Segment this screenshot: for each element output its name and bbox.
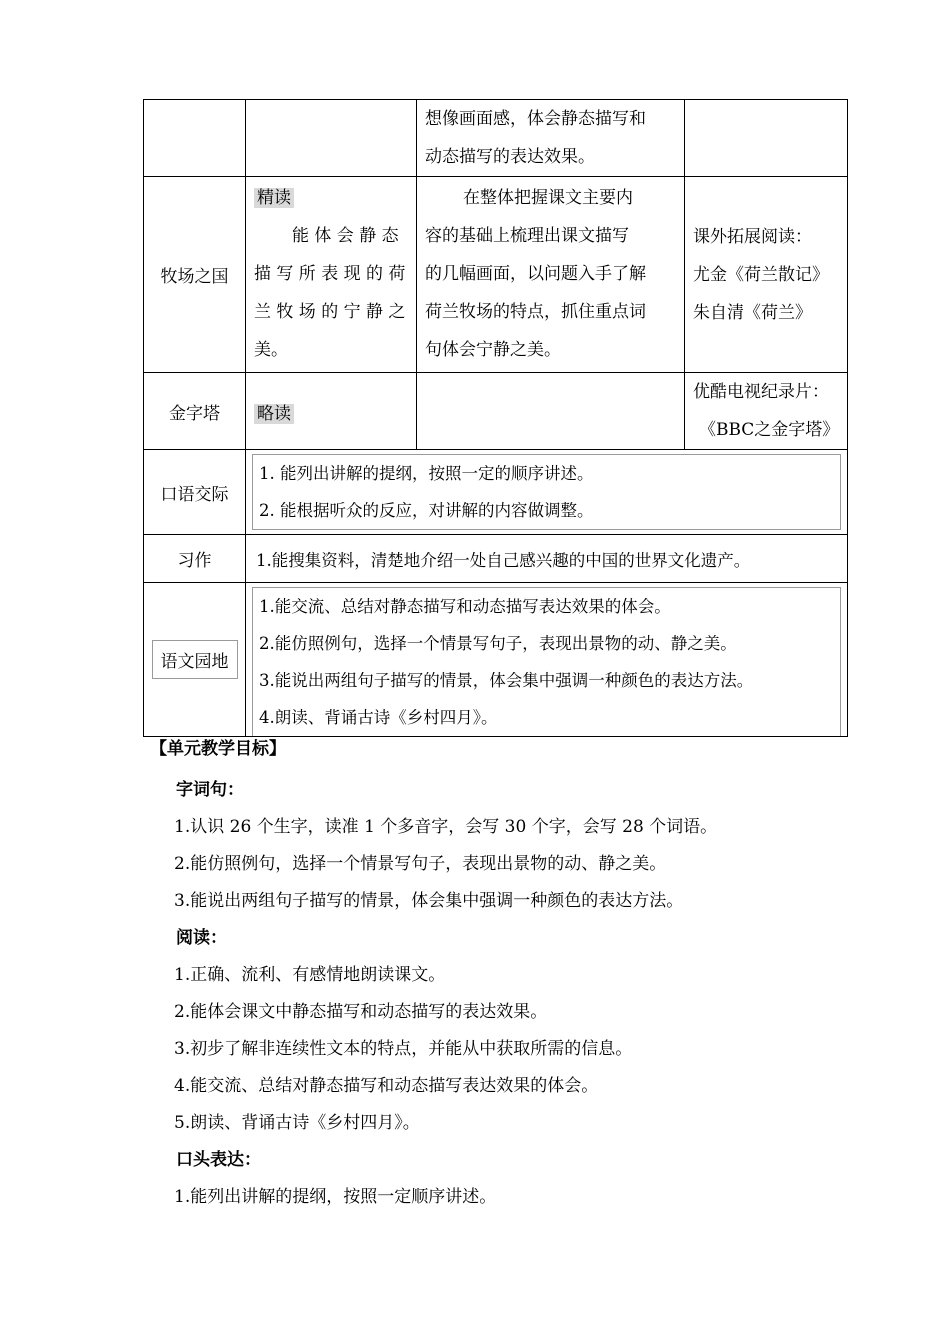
cell-empty <box>417 373 685 450</box>
section-title-cell <box>144 583 246 737</box>
goal-item: 4.能交流、总结对静态描写和动态描写表达效果的体会。 <box>174 1076 599 1096</box>
goal-item: 3.能说出两组句子描写的情景，体会集中强调一种颜色的表达方法。 <box>174 891 684 911</box>
cell-content <box>246 450 848 535</box>
cell-content <box>246 583 848 737</box>
row-kouyu <box>144 450 848 535</box>
cell-goal <box>246 373 417 450</box>
text-line: 尤金《荷兰散记》 <box>693 264 829 285</box>
section-title: 语文园地 <box>152 640 238 679</box>
cell-empty <box>685 100 848 177</box>
cell-extension <box>685 177 848 373</box>
list-item: 2. 能根据听众的反应，对讲解的内容做调整。 <box>259 501 594 520</box>
text-line: 想像画面感，体会静态描写和 <box>425 109 646 129</box>
row-continued <box>144 100 848 177</box>
text-line: 荷兰牧场的特点，抓住重点词 <box>425 302 646 322</box>
text-line: 的几幅画面，以问题入手了解 <box>425 264 646 284</box>
section-heading: 【单元教学目标】 <box>150 739 286 759</box>
text-line: 在整体把握课文主要内 <box>463 188 633 208</box>
text-line: 课外拓展阅读： <box>693 226 812 247</box>
goal-item: 1.正确、流利、有感情地朗读课文。 <box>174 965 446 985</box>
cell-strategy <box>417 177 685 373</box>
cell-goal <box>246 177 417 373</box>
text-line: 动态描写的表达效果。 <box>425 147 595 167</box>
row-yuwen <box>144 583 848 737</box>
cell-content <box>246 535 848 583</box>
row-jinzita <box>144 373 848 450</box>
text-line: 句体会宁静之美。 <box>425 340 561 360</box>
text-line: 优酷电视纪录片： <box>693 382 829 402</box>
unit-goals <box>176 772 896 1216</box>
row-xizuo <box>144 535 848 583</box>
goal-item: 1.能列出讲解的提纲，按照一定顺序讲述。 <box>174 1187 497 1207</box>
goal-heading: 阅读： <box>176 928 227 948</box>
reading-type-tag: 略读 <box>254 404 294 424</box>
list-item: 3.能说出两组句子描写的情景，体会集中强调一种颜色的表达方法。 <box>259 671 754 690</box>
cell-strategy <box>417 100 685 177</box>
list-item: 1.能交流、总结对静态描写和动态描写表达效果的体会。 <box>259 597 671 616</box>
goal-heading: 口头表达： <box>176 1150 261 1170</box>
cell-extension <box>685 373 848 450</box>
list-item: 1.能搜集资料，清楚地介绍一处自己感兴趣的中国的世界文化遗产。 <box>256 550 751 570</box>
section-title: 习作 <box>144 535 246 583</box>
unit-plan-table <box>143 99 848 737</box>
content-box <box>252 587 841 736</box>
section-title: 口语交际 <box>144 450 246 535</box>
text-line: 兰 牧 场 的 宁 静 之 <box>254 302 406 322</box>
cell-empty <box>246 100 417 177</box>
goal-item: 2.能体会课文中静态描写和动态描写的表达效果。 <box>174 1002 548 1022</box>
goal-item: 2.能仿照例句，选择一个情景写句子，表现出景物的动、静之美。 <box>174 854 667 874</box>
cell-empty <box>144 100 246 177</box>
lesson-title: 金字塔 <box>144 373 246 450</box>
text-line: 描 写 所 表 现 的 荷 <box>254 264 406 284</box>
content-box <box>252 454 841 530</box>
text-line: 容的基础上梳理出课文描写 <box>425 226 629 246</box>
text-line: 《BBC之金字塔》 <box>699 420 840 440</box>
list-item: 2.能仿照例句，选择一个情景写句子，表现出景物的动、静之美。 <box>259 634 737 653</box>
text-line: 能 体 会 静 态 <box>292 226 399 246</box>
lesson-title: 牧场之国 <box>144 177 246 373</box>
goal-heading: 字词句： <box>176 780 244 800</box>
text-line: 朱自清《荷兰》 <box>693 302 812 323</box>
row-muchang <box>144 177 848 373</box>
goal-item: 1.认识 26 个生字，读准 1 个多音字，会写 30 个字，会写 28 个词语。 <box>174 817 718 837</box>
goal-item: 5.朗读、背诵古诗《乡村四月》。 <box>174 1113 420 1133</box>
goal-item: 3.初步了解非连续性文本的特点，并能从中获取所需的信息。 <box>174 1039 633 1059</box>
text-line: 美。 <box>254 340 288 360</box>
list-item: 1. 能列出讲解的提纲，按照一定的顺序讲述。 <box>259 464 594 483</box>
reading-type-tag: 精读 <box>254 188 294 208</box>
list-item: 4.朗读、背诵古诗《乡村四月》。 <box>259 708 498 727</box>
